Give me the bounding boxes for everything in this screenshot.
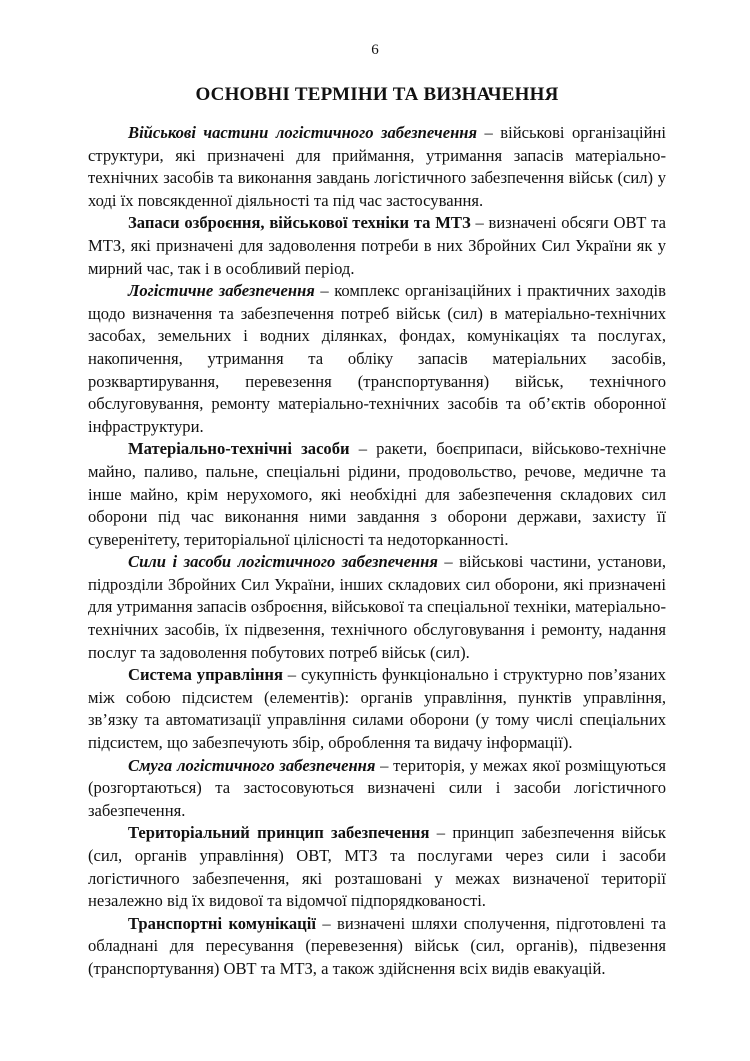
definition-term: Військові частини логістичного забезпечення: [128, 123, 478, 142]
definition-text: – принцип забезпечення військ (сил, органів управління) ОВТ, МТЗ та послугами через сили і засоби логістичного забезпечення, які розташовані у межах визначеної території незалежно від їх видової та відомчої підпорядкованості.: [88, 823, 666, 911]
definition-term: Матеріально-технічні засоби: [128, 439, 350, 459]
page-number: 6: [371, 42, 379, 58]
definition-weapon-stocks: [88, 212, 666, 280]
definition-transport-communications: [88, 913, 666, 981]
definition-text: – ракети, боєприпаси, військово-технічне майно, паливо, пальне, спеціальні рідини, продовольство, речове, медичне та інше майно, крім нерухомого, які необхідні для забезпечення складових сил оборони під час виконання ними завдання з оборони держави, захисту її суверенітету, територіальної цілісності та недоторканності.: [88, 439, 666, 549]
definition-territorial-principle: [88, 822, 666, 912]
definition-text: – визначені обсяги ОВТ та МТЗ, які призначені для задоволення потреби в них Збройних Сил України як у мирний час, так і в особливий період.: [88, 213, 666, 278]
definition-term: Транспортні комунікації: [128, 913, 316, 933]
definition-text: – сукупність функціонально і структурно пов’язаних між собою підсистем (елементів): органів управління, пунктів управління, зв’язку та автоматизації управління силами оборони (у тому числі спеціальних підсистем, що забезпечують збір, оброблення та видачу інформації).: [88, 665, 666, 753]
definition-text: – територія, у межах якої розміщуються (розгортаються) та застосовуються визначені сили і засоби логістичного забезпечення.: [88, 755, 666, 820]
definition-military-units: [88, 122, 666, 212]
definition-text: – військові організаційні структури, які призначені для приймання, утримання запасів матеріально-технічних засобів та виконання завдань логістичного забезпечення військ (сил) у ході їх повсякденної діяльності та під час застосування.: [88, 123, 667, 210]
definition-term: Територіальний принцип забезпечення: [128, 823, 430, 843]
definition-text: – комплекс організаційних і практичних заходів щодо визначення та забезпечення потреб військ (сил) в матеріально-технічних засобах, земельних і водних ділянках, фондах, комунікаціях та послугах, накопичення, утримання та обліку запасів матеріальних засобів, розквартирування, перевезення (транспортування) військ, технічного обслуговування, ремонту матеріально-технічних засобів та об’єктів оборонної інфраструктури.: [88, 281, 666, 436]
definition-term: Сили і засоби логістичного забезпечення: [128, 552, 438, 572]
definition-materiel: [88, 438, 666, 551]
definition-text: – визначені шляхи сполучення, підготовлені та обладнані для пересування (перевезення) військ (сил, органів), підвезення (транспортування) ОВТ та МТЗ, а також здійснення всіх видів евакуацій.: [88, 913, 666, 978]
definition-forces-and-means: [88, 551, 666, 664]
definition-term: Смуга логістичного забезпечення: [128, 755, 376, 775]
definition-support-zone: [88, 755, 666, 823]
definition-term: Логістичне забезпечення: [128, 281, 315, 301]
definition-logistic-support: [88, 280, 666, 438]
definition-text: – військові частини, установи, підрозділи Збройних Сил України, інших складових сил оборони, які призначені для утримання запасів озброєння, військової та спеціальної техніки, матеріально-технічних засобів, їх підвезення, технічного обслуговування і ремонту, надання послуг та задоволення побутових потреб військ (сил).: [88, 552, 666, 662]
definition-term: Запаси озброєння, військової техніки та МТЗ: [128, 213, 471, 233]
definitions-list: [88, 122, 666, 981]
definition-term: Система управління: [128, 665, 283, 685]
definition-control-system: [88, 664, 666, 754]
page-title: ОСНОВНІ ТЕРМІНИ ТА ВИЗНАЧЕННЯ: [195, 84, 559, 105]
